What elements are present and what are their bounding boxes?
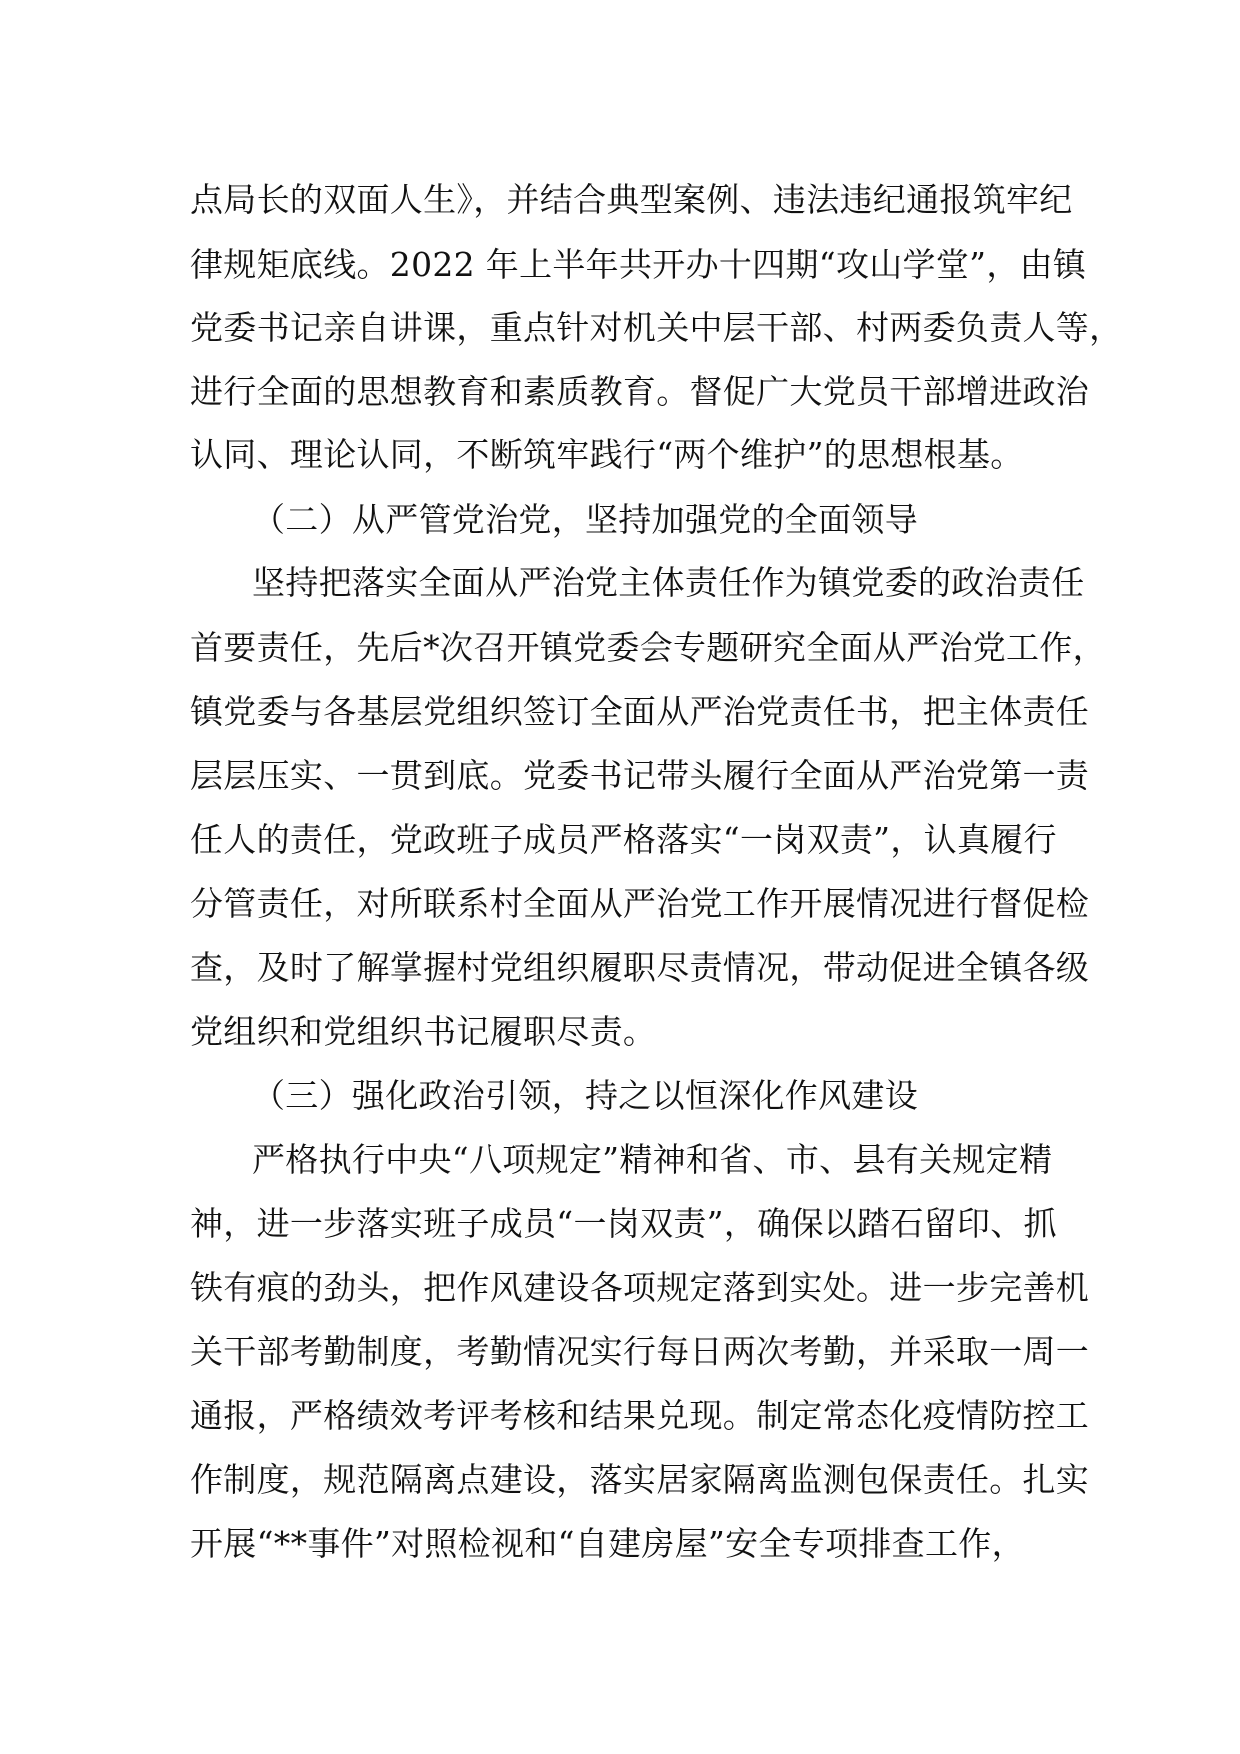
body-text-line: 查，及时了解掌握村党组织履职尽责情况，带动促进全镇各级: [190, 948, 1090, 987]
body-text-line: 关干部考勤制度，考勤情况实行每日两次考勤，并采取一周一: [190, 1332, 1090, 1371]
body-text-line: 层层压实、一贯到底。党委书记带头履行全面从严治党第一责: [190, 756, 1090, 795]
body-text-line: 镇党委与各基层党组织签订全面从严治党责任书，把主体责任: [190, 692, 1090, 731]
body-text-line: 认同、理论认同，不断筑牢践行“两个维护”的思想根基。: [190, 435, 1024, 474]
body-text-line: 神，进一步落实班子成员“一岗双责”，确保以踏石留印、抓: [190, 1204, 1057, 1243]
body-text-line: 开展“**事件”对照检视和“自建房屋”安全专项排查工作，: [190, 1524, 1025, 1563]
body-text-line: 任人的责任，党政班子成员严格落实“一岗双责”，认真履行: [190, 820, 1057, 859]
body-text-line: 严格执行中央“八项规定”精神和省、市、县有关规定精: [252, 1140, 1053, 1179]
section-heading: （三）强化政治引领，持之以恒深化作风建设: [252, 1076, 918, 1115]
body-text-line: 点局长的双面人生》，并结合典型案例、违法违纪通报筑牢纪: [190, 180, 1073, 219]
body-text-line: 分管责任，对所联系村全面从严治党工作开展情况进行督促检: [190, 884, 1090, 923]
body-text-line: 律规矩底线。2022 年上半年共开办十四期“攻山学堂”，由镇: [190, 245, 1087, 284]
body-text-line: 作制度，规范隔离点建设，落实居家隔离监测包保责任。扎实: [190, 1460, 1090, 1499]
section-heading: （二）从严管党治党，坚持加强党的全面领导: [252, 500, 918, 539]
body-text-line: 坚持把落实全面从严治党主体责任作为镇党委的政治责任: [252, 563, 1085, 602]
body-text-line: 进行全面的思想教育和素质教育。督促广大党员干部增进政治: [190, 372, 1090, 411]
body-text-line: 首要责任，先后*次召开镇党委会专题研究全面从严治党工作，: [190, 628, 1106, 667]
body-text-line: 铁有痕的劲头，把作风建设各项规定落到实处。进一步完善机: [190, 1268, 1090, 1307]
body-text-line: 党委书记亲自讲课，重点针对机关中层干部、村两委负责人等，: [190, 308, 1123, 347]
body-text-line: 党组织和党组织书记履职尽责。: [190, 1012, 657, 1051]
body-text-line: 通报，严格绩效考评考核和结果兑现。制定常态化疫情防控工: [190, 1396, 1090, 1435]
